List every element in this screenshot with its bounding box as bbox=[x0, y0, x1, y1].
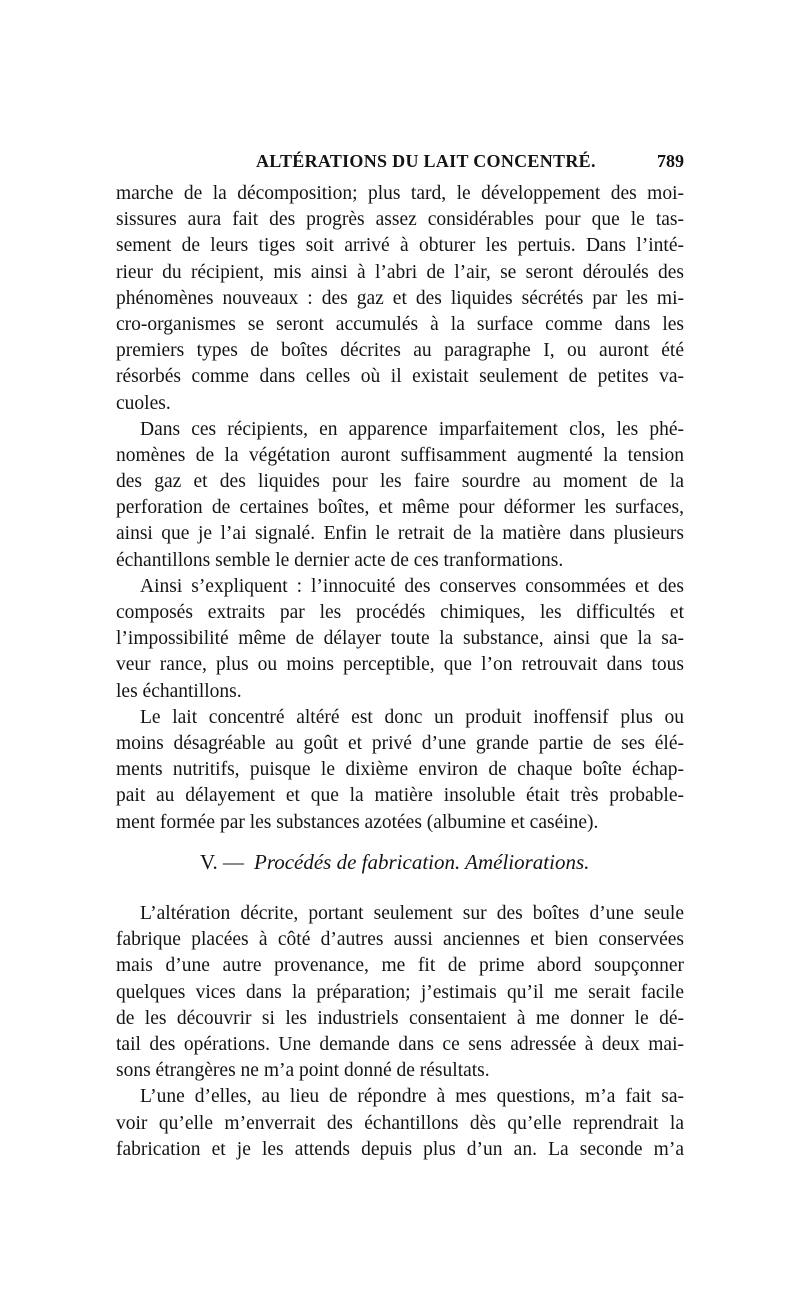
text-line: sement de leurs tiges soit arrivé à obturer les pertuis. Dans l’inté- bbox=[116, 235, 684, 257]
body-text-after-section bbox=[116, 901, 684, 1163]
text-line: de les découvrir si les industriels consentaient à me donner le dé- bbox=[116, 1007, 684, 1029]
section-number: V. — bbox=[200, 850, 244, 874]
text-line: échantillons semble le dernier acte de ces tranformations. bbox=[116, 549, 564, 571]
text-line: ment formée par les substances azotées (albumine et caséine). bbox=[116, 811, 599, 833]
text-line: des gaz et des liquides pour les faire sourdre au moment de la bbox=[116, 471, 684, 493]
text-line: veur rance, plus ou moins perceptible, que l’on retrouvait dans tous bbox=[116, 654, 684, 676]
text-line: cuoles. bbox=[116, 392, 171, 414]
text-line: mais d’une autre provenance, me fit de prime abord soupçonner bbox=[116, 955, 684, 977]
text-line: quelques vices dans la préparation; j’estimais qu’il me serait facile bbox=[116, 981, 684, 1003]
text-line: les échantillons. bbox=[116, 680, 242, 702]
text-line: perforation de certaines boîtes, et même pour déformer les surfaces, bbox=[116, 497, 684, 519]
text-line: l’impossibilité même de délayer toute la substance, ainsi que la sa- bbox=[116, 628, 684, 650]
text-line: cro-organismes se seront accumulés à la surface comme dans les bbox=[116, 313, 684, 335]
text-line: fabrique placées à côté d’autres aussi anciennes et bien conservées bbox=[116, 929, 684, 951]
section-title: Procédés de fabrication. Améliorations. bbox=[254, 850, 590, 874]
text-line: moins désagréable au goût et privé d’une grande partie de ses élé- bbox=[116, 732, 684, 754]
text-line: résorbés comme dans celles où il existait seulement de petites va- bbox=[116, 366, 684, 388]
text-line: sissures aura fait des progrès assez considérables pour que le tas- bbox=[116, 209, 684, 231]
text-line: marche de la décomposition; plus tard, le développement des moi- bbox=[116, 183, 684, 204]
text-line: nomènes de la végétation auront suffisamment augmenté la tension bbox=[116, 444, 684, 466]
text-line: pait au délayement et que la matière insoluble était très probable- bbox=[116, 785, 684, 807]
text-line: Le lait concentré altéré est donc un produit inoffensif plus ou bbox=[140, 706, 684, 728]
text-line: premiers types de boîtes décrites au paragraphe I, ou auront été bbox=[116, 340, 684, 362]
page-number: 789 bbox=[657, 151, 684, 171]
text-line: L’une d’elles, au lieu de répondre à mes questions, m’a fait sa- bbox=[140, 1086, 684, 1108]
text-line: voir qu’elle m’enverrait des échantillons dès qu’elle reprendrait la bbox=[116, 1112, 684, 1134]
text-line: rieur du récipient, mis ainsi à l’abri de l’air, se seront déroulés des bbox=[116, 261, 684, 283]
running-title: ALTÉRATIONS DU LAIT CONCENTRÉ. bbox=[256, 151, 596, 171]
text-line: ainsi que je l’ai signalé. Enfin le retrait de la matière dans plusieurs bbox=[116, 523, 684, 545]
text-line: fabrication et je les attends depuis plus d’un an. La seconde m’a bbox=[116, 1138, 684, 1160]
text-line: phénomènes nouveaux : des gaz et des liquides sécrétés par les mi- bbox=[116, 287, 684, 309]
text-line: sons étrangères ne m’a point donné de résultats. bbox=[116, 1060, 490, 1082]
body-text-before-section bbox=[116, 181, 684, 836]
text-line: Ainsi s’expliquent : l’innocuité des conserves consommées et des bbox=[140, 575, 684, 597]
running-head bbox=[116, 151, 684, 177]
text-line: tail des opérations. Une demande dans ce sens adressée à deux mai- bbox=[116, 1033, 684, 1055]
text-line: Dans ces récipients, en apparence imparfaitement clos, les phé- bbox=[140, 418, 684, 440]
text-line: composés extraits par les procédés chimiques, les difficultés et bbox=[116, 602, 684, 623]
text-line: L’altération décrite, portant seulement sur des boîtes d’une seule bbox=[140, 903, 684, 924]
text-line: ments nutritifs, puisque le dixième environ de chaque boîte échap- bbox=[116, 759, 684, 781]
